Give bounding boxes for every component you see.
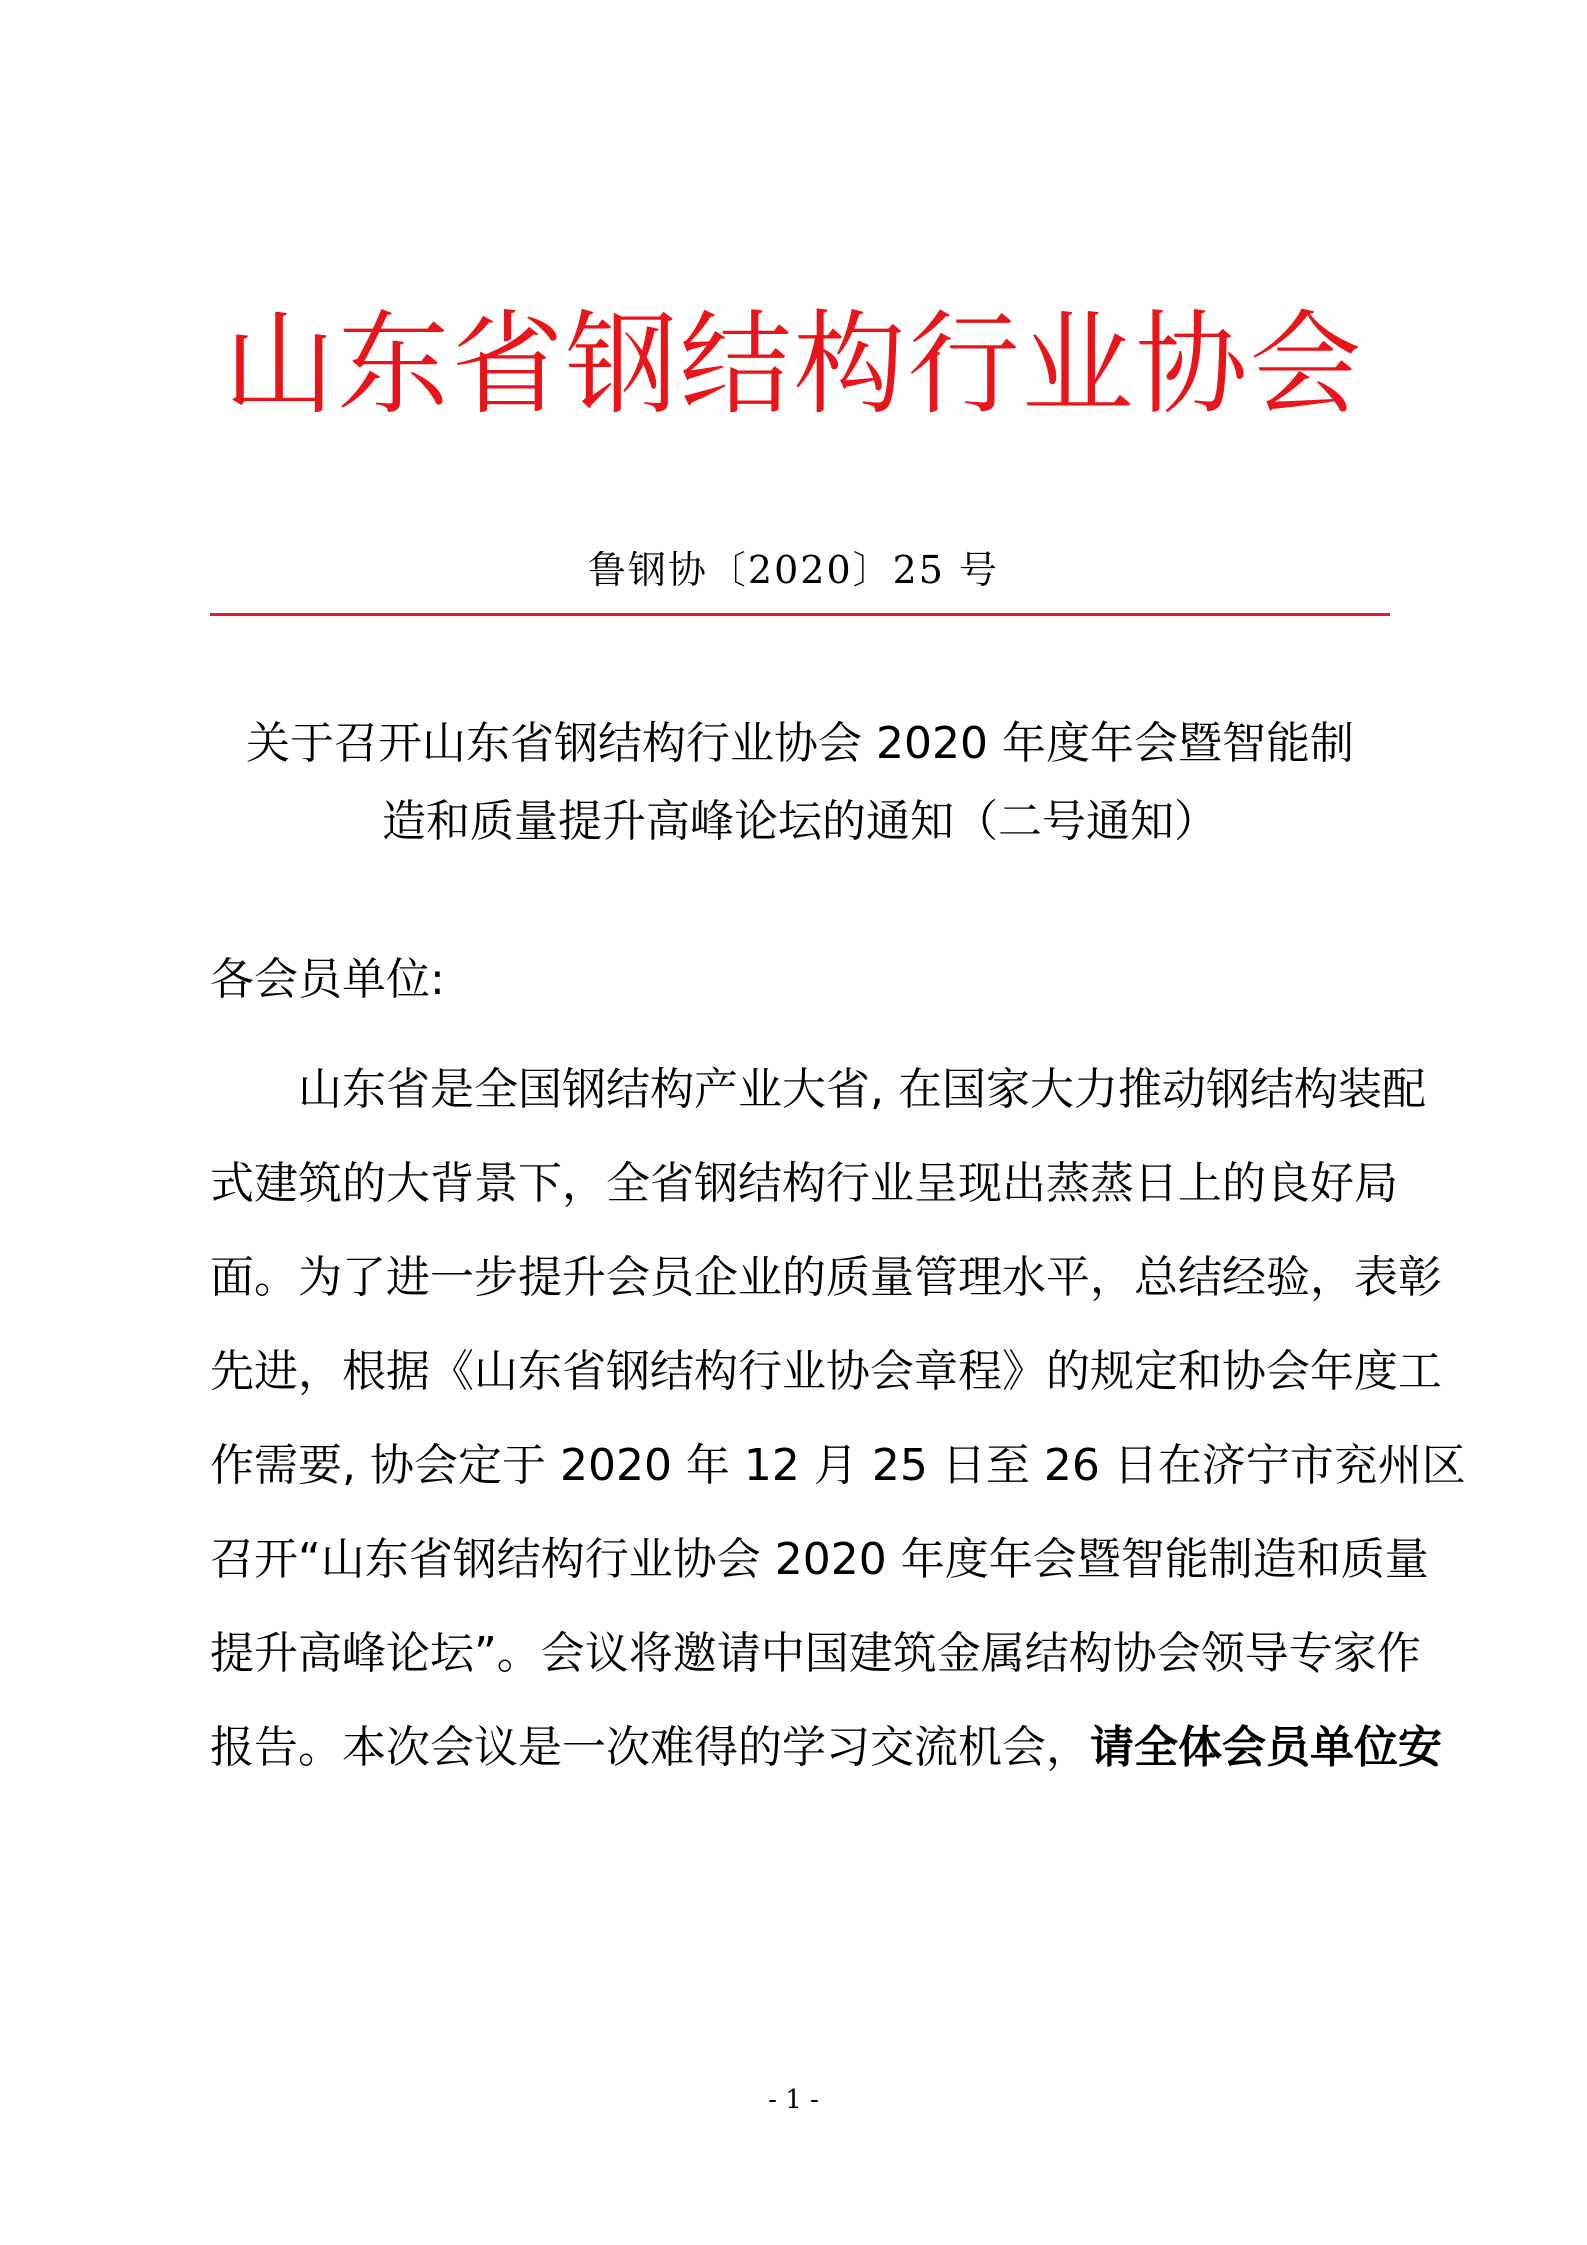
body-line-5: 作需要, 协会定于 2020 年 12 月 25 日至 26 日在济宁市兖州区 <box>210 1440 1466 1491</box>
body-line-6: 召开“山东省钢结构行业协会 2020 年度年会暨智能制造和质量 <box>210 1534 1429 1585</box>
notice-title-line-2: 造和质量提升高峰论坛的通知（二号通知） <box>382 796 1218 847</box>
body-line-1: 山东省是全国钢结构产业大省, 在国家大力推动钢结构装配 <box>298 1064 1426 1115</box>
body-line-8-emphasis: 请全体会员单位安 <box>1090 1722 1442 1773</box>
page-number: - 1 - <box>768 2085 819 2115</box>
body-line-7: 提升高峰论坛”。会议将邀请中国建筑金属结构协会领导专家作 <box>210 1628 1421 1679</box>
body-line-8-text: 报告。本次会议是一次难得的学习交流机会， <box>210 1722 1090 1773</box>
red-divider-rule <box>210 613 1390 616</box>
organization-header: 山东省钢结构行业协会 <box>223 300 1364 430</box>
salutation: 各会员单位: <box>210 954 445 1005</box>
document-number: 鲁钢协〔2020〕25 号 <box>587 548 1000 592</box>
body-line-8 <box>210 1713 1442 1807</box>
body-line-2: 式建筑的大背景下，全省钢结构行业呈现出蒸蒸日上的良好局 <box>210 1158 1398 1209</box>
body-line-3: 面。为了进一步提升会员企业的质量管理水平，总结经验，表彰 <box>210 1252 1442 1303</box>
notice-title <box>210 705 1390 861</box>
notice-title-line-1: 关于召开山东省钢结构行业协会 2020 年度年会暨智能制 <box>246 718 1354 769</box>
body-paragraph <box>210 1055 1466 1807</box>
body-line-4: 先进，根据《山东省钢结构行业协会章程》的规定和协会年度工 <box>210 1346 1442 1397</box>
